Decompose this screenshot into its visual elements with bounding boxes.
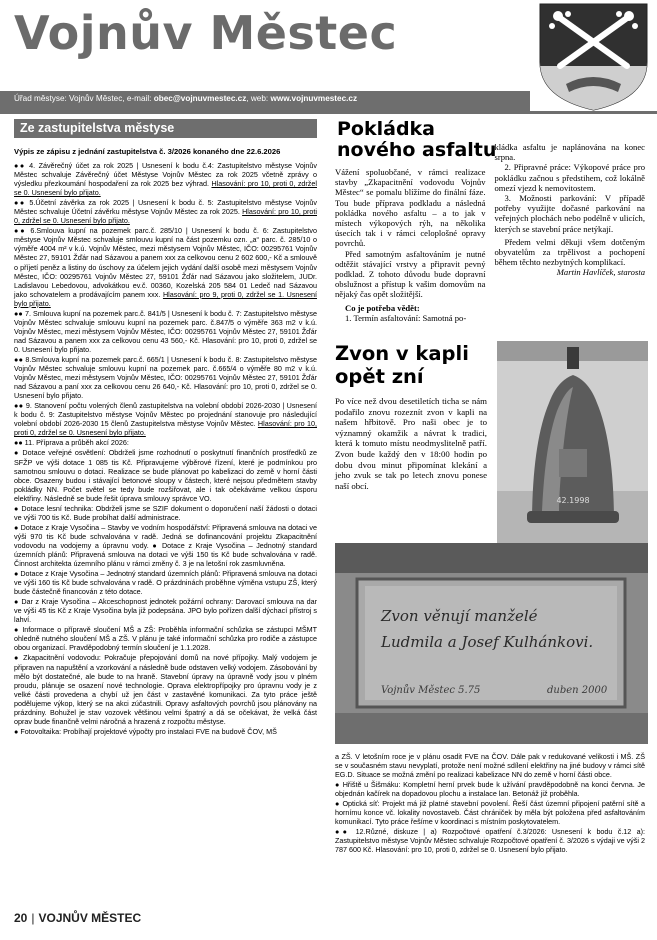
item-4-text: ●● 4. Závěrečný účet za rok 2025 | Usnesení k bodu č.4: Zastupitelstvo městyse Vojnův Městec schvaluje Závěrečný účet Městyse Vojnův Městec za rok 2025 včetně zprávy o výsledku přezkoumání hospodaření za rok 2025 bez výhrad. bbox=[14, 161, 317, 189]
minutes-intro: Výpis ze zápisu z jednání zastupitelstva č. 3/2026 konaného dne 22.6.2026 bbox=[14, 147, 281, 156]
newsletter-title: Vojnův Městec bbox=[14, 6, 398, 60]
solar-cont: a ZŠ. V letošním roce je v plánu osadit FVE na ČOV. Dále pak v redukované velikosti i MŠ. ZŠ se v současném stavu nevyplatí, protože není možné sdílení elektřiny na jiné budovy v rámci sítě EG.D. Situace se možná změní po realizaci kabelizace NN do země v horní části obce. bbox=[335, 752, 645, 780]
item-fire-gift: ● Dar z Kraje Vysočina – Akceschopnost jednotek požární ochrany: Darovací smlouva na dar ve výši 45 tis Kč z Kraje Vysočina byla již podepsána. JPO bylo pořízen další dýchací přístroj s lahví. bbox=[14, 597, 317, 625]
continuation-col bbox=[335, 752, 645, 856]
page-number: 20 bbox=[14, 911, 28, 925]
asphalt-point-3: 3. Možnosti parkování: V případě potřeby využijte dočasné parkování na veřejných plochách nebo podélně v ulicích, kterých se stavební práce netýkají. bbox=[494, 193, 645, 234]
item-forest-grant: ● Dotace lesní technika: Obdrželi jsme se SZIF dokument o doporučení naší žádosti o dotaci ve výši 700 tis Kč. Bude probíhat další administrace. bbox=[14, 503, 317, 522]
item-7: ●● 7. Smlouva kupní na pozemek parc.č. 841/5 | Usnesení k bodu č. 7: Zastupitelstvo městyse Vojnův Městec schvaluje smlouvu kupní na pozemek parc. č.847/5 o výměře 363 m2 v k.ú. Vojnův Městec, mezi městysem Vojnův Městec, IČO: 00295761 Vojnův Městec 27, 59101 Žďár nad Sázavou a panem xxx za celkovou cenu 43 560,- Kč. Hlasování: pro 10, proti 0, zdržel se 0. Usnesení bylo přijato. bbox=[14, 308, 317, 354]
asphalt-col-1 bbox=[335, 167, 486, 323]
item-11-heading: ●● 11. Příprava a průběh akcí 2026: bbox=[14, 438, 129, 448]
masthead-rule bbox=[0, 111, 657, 114]
mayor-signature: Martin Havlíček, starosta bbox=[556, 267, 645, 278]
asphalt-know-heading: Co je potřeba vědět: bbox=[345, 302, 420, 313]
contact-email: obec@vojnuvmestec.cz bbox=[153, 94, 247, 103]
item-6-text: ●● 6.Smlouva kupní na pozemek parc.č. 285/10 | Usnesení k bodu č. 6: Zastupitelstvo městyse Vojnův Městec schvaluje smlouvu kupní na část pozemku ozn. „a“ parc. č. 285/10 o výměře 4004 m² v k.ú. Vojnův Městec, mezi městysem Vojnův Městec, IČO: 00295761 Vojnův Městec 27, 59101 Žďár nad Sázavou a panem xxx za celkovou cenu 2 602 600,- Kč a smlouvě o příjetí peněz a listiny do úschovy za účelem jejich vydání další osobě mezi městysem Vojnův Městec, IČO: 00295761 Vojnův Městec 27, 59101 Žďár nad Sázavou jako složitelem, JUDr. Ladislavou Lebedovou, advokátkou ev.č. 00360, Kozelská 205 584 01 Ledeč nad Sázavou jako schovatelem a prodávajícím panem xxx. bbox=[14, 226, 317, 299]
bell-text: Po více než dvou desetiletích ticha se nám podařilo znovu rozeznít zvon v kapli na našem hřbitově. Pro naši obec je to významný okamžik a návrat k tradici, která k tomuto místu neodmyslitelně patří. Zvon bude každý den v 18:00 hodin po dobu dvou minut připomínat klekání a jeho zvuk se tak po letech znovu ponese naší obcí. bbox=[335, 396, 487, 491]
item-optical-network: ● Optická síť: Projekt má již platné stavební povolení. Řeší část územní připojení patěrní sítě a hornímu konce vč. lokality novostaveb. Část chrániček by měla být položena před asfaltováním komunikací. Tyto práce řešíme v koordinaci s místním poskytovatelem. bbox=[335, 799, 645, 827]
minutes-body bbox=[14, 161, 317, 736]
asphalt-title: Pokládka nového asfaltu bbox=[337, 118, 497, 161]
plaque-bottom-right: duben 2000 bbox=[547, 685, 608, 696]
bell-inscription: 42.1998 bbox=[556, 496, 590, 505]
asphalt-point-2: 2. Připravné práce: Výkopové práce pro pokládku začnou s předstihem, což lokálně omezí vjezd k nemovitostem. bbox=[494, 162, 645, 193]
item-9-vote: Hlasování: pro 10, proti 0, zdržel se 0. Usnesení bylo přijato. bbox=[14, 419, 317, 438]
item-4 bbox=[14, 161, 317, 197]
plaque-bottom-left: Vojnův Městec 5.75 bbox=[381, 685, 481, 696]
bell-photo bbox=[497, 341, 648, 543]
item-6-vote: Hlasování: pro 9, proti 0, zdržel se 1. Usnesení bylo přijato. bbox=[14, 289, 318, 308]
footer-separator: | bbox=[31, 911, 35, 925]
item-solar: ● Fotovoltaika: Probíhají projektové výpočty pro instalaci FVE na budově ČOV, MŠ bbox=[14, 726, 277, 736]
asphalt-para-2: Před samotným asfaltováním je nutné odtěžit stávající vrstvy a připravit pevný podklad. Z tohoto důvodu bude dopravní obslužnost a přístup k vašim domovům na nějaký čas opět složitější. bbox=[335, 248, 486, 300]
item-water-grant: ● Dotace z Kraje Vysočina – Stavby ve vodním hospodářství: Připravená smlouva na dotaci ve výši 970 tis Kč bude schvalována v radě. Jedná se dofinancování projektu Zkapacitnění vodovodu na vodojemy a úpravnu vody. ● Dotace z Kraje Vysočina – Jednotný standard územních plánů: Připravená smlouva na dotaci ve výši 150 tis Kč bude schvalována v radě. Činnost architekta územního plánu v rámci změny č. 3 je na letošní rok zasmluvněna. bbox=[14, 522, 317, 569]
item-playground: ● Hřiště u Šišmáku: Kompletní herní prvek bude k užívání pravděpodobně na konci června. Je objednán kačírek na dopadovou plochu a instalace lan. Betonáž již proběhla. bbox=[335, 780, 645, 799]
contact-web: www.vojnuvmestec.cz bbox=[270, 94, 358, 103]
footer-title: VOJNŮV MĚSTEC bbox=[38, 911, 142, 925]
item-lighting-grant: ● Dotace veřejné osvětlení: Obdrželi jsme rozhodnutí o poskytnutí finančních prostředků ze SFŽP ve výši dotace 1 085 tis Kč. Připravujeme výběrové řízení, které je podmínkou pro samotnou smlouvu o dotaci. Realizace se bude plánovat po kabelizaci do země v horní části obce. Osazeny budou i stávající betonové sloupy v částech, které nejsou předmětem stavby pokládky NN. Počet světel se tedy bude rozšiřovat, ale i tak očekáváme velkou úsporu elektřiny. Následně se bude řešit úprava smlouvy správce VO. bbox=[14, 448, 317, 503]
minutes-continuation bbox=[335, 752, 645, 856]
asphalt-para-1: Vážení spoluobčané, v rámci realizace stavby „Zkapacitnění vodovodu Vojnův Městec“ se pomalu blížíme do finální fáze. Tou bude příprava podkladu a následná pokládka nového asfaltu – a to jak v místech výkopových rýh, na několika úsecích tak i v rámci celoplošné opravy povrchů. bbox=[335, 167, 486, 249]
plaque-line-2: Ludmila a Josef Kulhánkovi. bbox=[381, 633, 594, 651]
coat-of-arms-logo bbox=[530, 0, 657, 112]
asphalt-point-1: 1. Termín asfaltování: Samotná po- bbox=[345, 312, 467, 323]
contact-bar bbox=[0, 91, 530, 111]
item-8: ●● 8.Smlouva kupní na pozemek parc.č. 665/1 | Usnesení k bodu č. 8: Zastupitelstvo městyse Vojnův Městec schvaluje smlouvu kupní na pozemek parc. č.665/4 o výměře 80 m2 v k.ú. Vojnův Městec, mezi městysem Vojnův Městec, IČO: 00295761 Vojnův Městec 27, 59101 Žďár nad Sázavou a paní xxx za celkovou cenu 26 640,- Kč. Hlasování: pro 10, proti 0, zdržel se 0. Usnesení bylo přijato. bbox=[14, 354, 317, 401]
masthead bbox=[0, 0, 657, 118]
page-footer bbox=[14, 911, 141, 925]
asphalt-thanks: Předem velmi děkuji všem dotčeným obyvatelům za trpělivost a pochopení během těchto nezbytných komplikací. bbox=[494, 236, 645, 268]
council-section bbox=[14, 119, 317, 737]
asphalt-col-2 bbox=[495, 142, 646, 323]
item-4-vote: Hlasování: pro 10, proti 0, zdržel se 0. Usnesení bylo přijato. bbox=[14, 179, 317, 198]
contact-prefix: Úřad městyse: Vojnův Městec, e-mail: bbox=[14, 94, 154, 103]
bell-title: Zvon v kapli opět zní bbox=[335, 342, 469, 388]
section-heading: Ze zastupitelstva městyse bbox=[14, 119, 317, 138]
asphalt-body bbox=[335, 142, 645, 323]
plaque-photo bbox=[335, 543, 648, 744]
item-9 bbox=[14, 401, 317, 437]
item-5-vote: Hlasování: pro 10, proti 0, zdržel se 0. Usnesení bylo přijato. bbox=[14, 207, 317, 226]
item-5-text: ●● 5.Účetní závěrka za rok 2025 | Usnesení k bodu č. 5: Zastupitelstvo městyse Vojnův Městec schvaluje Účetní závěrku městyse Vojnův Městec za rok 2025. bbox=[14, 198, 317, 217]
plaque-line-1: Zvon věnují manželé bbox=[381, 607, 538, 625]
asphalt-article bbox=[335, 119, 645, 323]
contact-web-prefix: , web: bbox=[246, 94, 271, 103]
bell-article bbox=[335, 342, 487, 491]
item-water-capacity: ● Zkapacitnění vodovodu: Pokračuje přepojování domů na nové přípojky. Malý vodojem je připraven na napuštění a vzorkování a následně bude odstaven velký vodojem. Zásobování by mělo být dostatečné, ale bude to na hraně. Stavební úpravy na úpravně vody jsou v plném proudu, plánuje se osazení nové technologie. Oprava elektropřípojky pro úpravnu vody je z velké části provedena a chybí už jen část v zastavěné komunikaci. Za tyto práce ještě podělujeme výkop, který se na akci zúčastnili. Opravy asfaltových povrchů jsou plánovány na prázdniny. Bohužel je stav vozovek většinou velmi špatný a dá se očekávat, že velká část oprav bude finančně velmi náročná a hrazená z rozpočtu městyse. bbox=[14, 653, 317, 726]
item-planning-grant: ● Dotace z Kraje Vysočina – Jednotný standard územních plánů: Připravená smlouva na dotaci ve výši 160 tis Kč bude schvalována v radě. O prázdninách proběhne výměna vstupu ZŠ, který bude částečně financován z této dotace. bbox=[14, 569, 317, 597]
item-school-merger: ● Informace o přípravě sloučení MŠ a ZŠ: Proběhla informační schůzka se zástupci MŠMT ohledně nutného sloučení MŠ a ZŠ. V plánu je také informační schůzka pro rodiče a zástupce obou organizací. Pravděpodobný termín sloučení je 1.1.2028. bbox=[14, 625, 317, 653]
item-6 bbox=[14, 226, 317, 307]
asphalt-point-1-cont: kládka asfaltu je naplánována na konec srpna. bbox=[494, 142, 645, 163]
contact-text bbox=[14, 94, 357, 103]
item-9-text: ●● 9. Stanovení počtu volených členů zastupitelstva na volební období 2026-2030 | Usnesení k bodu č. 9: Zastupitelstvo městyse Vojnův Městec po projednání stanovuje pro následující volební období 2026-2030 15 členů Zastupitelstva městyse Vojnův Městec. bbox=[14, 401, 317, 429]
item-12-budget: ●● 12.Různé, diskuze | a) Rozpočtové opatření č.3/2026: Usnesení k bodu č.12 a): Zastupitelstvo městyse Vojnův Městec schvaluje Rozpočtové opatření č. 3/2026 s výdaji ve výši 2 787 600 Kč. Hlasování: pro 10, proti 0, zdržel se 0. Usnesení bylo přijato. bbox=[335, 827, 645, 855]
item-5 bbox=[14, 198, 317, 225]
